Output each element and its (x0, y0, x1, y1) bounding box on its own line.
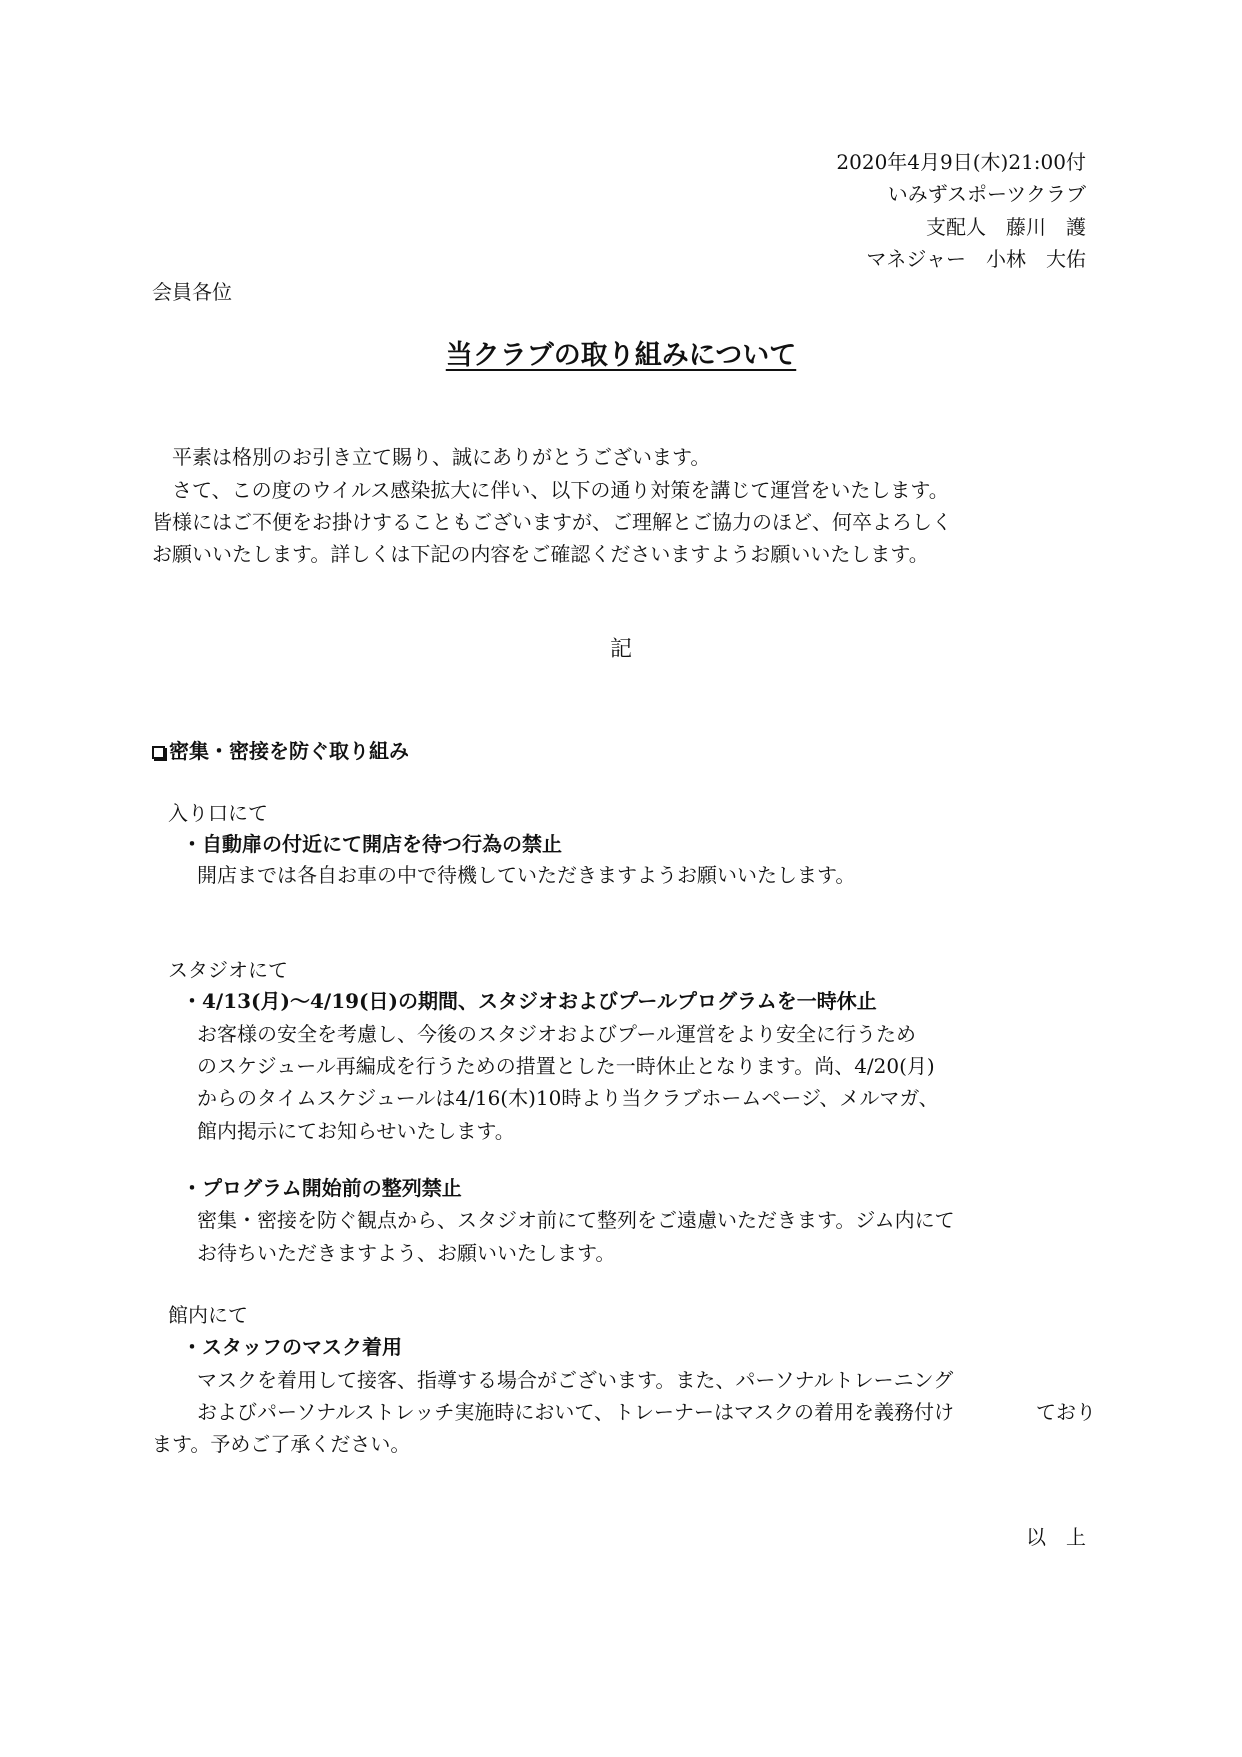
document-title-text: 当クラブの取り組みについて (445, 340, 797, 371)
issue-date: 2020年4月9日(木)21:00付 (836, 150, 1086, 174)
studio-item2-title: ・プログラム開始前の整列禁止 (182, 1176, 462, 1200)
entrance-item-title: ・自動扉の付近にて開店を待つ行為の禁止 (182, 832, 562, 856)
section-heading (152, 737, 409, 765)
hall-item-body-2-tail: ており (1036, 1400, 1096, 1424)
addressee: 会員各位 (152, 280, 232, 304)
intro-line-4: お願いいたします。詳しくは下記の内容をご確認くださいますようお願いいたします。 (152, 542, 929, 566)
entrance-label: 入り口にて (168, 801, 268, 825)
studio-item2-body-1: 密集・密接を防ぐ観点から、スタジオ前にて整列をご遠慮いただきます。ジム内にて (197, 1208, 955, 1232)
studio-item1-body-3: からのタイムスケジュールは4/16(木)10時より当クラブホームページ、メルマガ、 (197, 1086, 939, 1110)
hall-item-body-3: ます。予めご了承ください。 (152, 1432, 411, 1456)
checkbox-square-icon (152, 746, 165, 759)
closing-mark: 以 上 (1026, 1525, 1086, 1549)
intro-line-1: 平素は格別のお引き立て賜り、誠にありがとうございます。 (152, 445, 711, 469)
hall-label: 館内にて (168, 1303, 248, 1327)
studio-item1-body-1: お客様の安全を考慮し、今後のスタジオおよびプール運営をより安全に行うため (197, 1022, 916, 1046)
studio-item1-title: ・4/13(月)～4/19(日)の期間、スタジオおよびプールプログラムを一時休止 (182, 989, 877, 1013)
intro-line-2: さて、この度のウイルス感染拡大に伴い、以下の通り対策を講じて運営をいたします。 (152, 478, 949, 502)
section-heading-text: 密集・密接を防ぐ取り組み (169, 739, 409, 763)
entrance-item-body: 開店までは各自お車の中で待機していただきますようお願いいたします。 (197, 863, 856, 887)
manager-name-1: 支配人 藤川 護 (926, 215, 1086, 239)
studio-label: スタジオにて (168, 958, 288, 982)
hall-item-body-1: マスクを着用して接客、指導する場合がございます。また、パーソナルトレーニング (197, 1368, 954, 1392)
hall-item-body-2: およびパーソナルストレッチ実施時において、トレーナーはマスクの着用を義務付け (197, 1400, 954, 1424)
studio-item2-body-2: お待ちいただきますよう、お願いいたします。 (197, 1241, 616, 1265)
manager-name-2: マネジャー 小林 大佑 (866, 247, 1086, 271)
document-title (0, 338, 1242, 374)
studio-item1-body-2: のスケジュール再編成を行うための措置とした一時休止となります。尚、4/20(月) (197, 1054, 935, 1078)
ki-marker: 記 (609, 637, 632, 662)
intro-line-3: 皆様にはご不便をお掛けすることもございますが、ご理解とご協力のほど、何卒よろしく (152, 510, 952, 534)
organization-name: いみずスポーツクラブ (887, 182, 1086, 206)
hall-item-title: ・スタッフのマスク着用 (182, 1335, 402, 1359)
studio-item1-body-4: 館内掲示にてお知らせいたします。 (197, 1119, 515, 1143)
